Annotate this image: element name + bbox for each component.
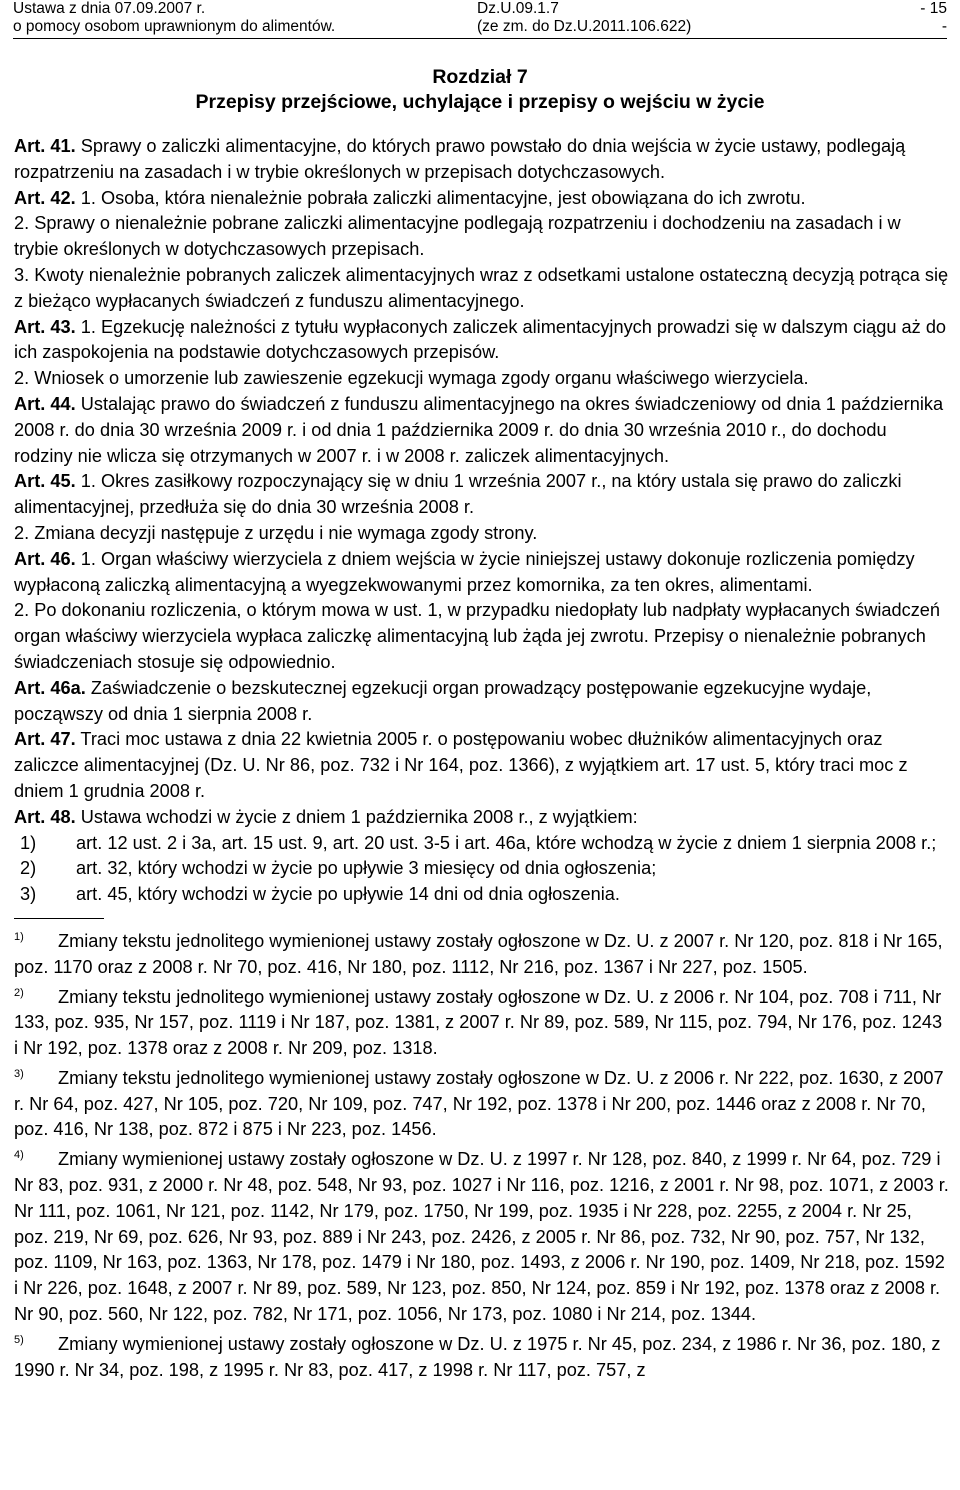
article-label: Art. 48. (14, 806, 76, 827)
article-label: Art. 43. (14, 316, 76, 337)
footnote (14, 1062, 950, 1143)
header-act-title: Ustawa z dnia 07.09.2007 r. (13, 0, 206, 17)
article-label: Art. 45. (14, 471, 76, 492)
article-text: Traci moc ustawa z dnia 22 kwietnia 2005 r. o postępowaniu wobec dłużników alimentacyjnych oraz zaliczce alimentacyjnej (Dz. U. Nr 86, poz. 732 i Nr 164, poz. 1366), z wyjątkiem art. 17 ust. 5, który traci moc z dniem 1 grudnia 2008 r. (14, 729, 908, 801)
article-label: Art. 47. (14, 729, 76, 750)
article-46a (14, 676, 950, 728)
article-paragraph: 2. Po dokonaniu rozliczenia, o którym mowa w ust. 1, w przypadku niedopłaty lub nadpłaty wypłacanych świadczeń organ właściwy wierzyciela wypłaca zaliczkę alimentacyjną lub żąda jej zwrotu. Przepisy o nienależnie pobranych świadczeniach stosuje się odpowiednio. (14, 600, 941, 672)
article-text: Ustalając prawo do świadczeń z funduszu alimentacyjnego na okres świadczeniowy od dnia 1 października 2008 r. do dnia 30 września 2009 r. i od dnia 1 października 2009 r. do dnia 30 września 2010 r., do dochodu rodziny nie wlicza się otrzymanych w 2007 r. i w 2008 r. zaliczek alimentacyjnych. (14, 393, 944, 466)
list-item-text: art. 45, który wchodzi w życie po upływie 14 dni od dnia ogłoszenia. (76, 884, 620, 905)
article-label: Art. 41. (14, 136, 76, 156)
article-label: Art. 46. (14, 548, 76, 569)
article-label: Art. 44. (14, 393, 76, 414)
article-paragraph: 2. Zmiana decyzji następuje z urzędu i nie wymaga zgody strony. (14, 522, 538, 543)
article-43 (14, 315, 950, 367)
footnote-text: Zmiany wymienionej ustawy zostały ogłoszone w Dz. U. z 1975 r. Nr 45, poz. 234, z 1986 r. Nr 36, poz. 180, z 1990 r. Nr 34, poz. 198, z 1995 r. Nr 83, poz. 417, z 1998 r. Nr 117, poz. 757, z (14, 1333, 941, 1380)
article-text: Zaświadczenie o bezskutecznej egzekucji organ prowadzący postępowanie egzekucyjne wydaje, począwszy od dnia 1 sierpnia 2008 r. (14, 677, 872, 724)
article-text: Sprawy o zaliczki alimentacyjne, do których prawo powstało do dnia wejścia w życie ustawy, podlegają rozpatrzeniu na zasadach i w trybie określonych w przepisach dotychczasowych. (14, 136, 906, 182)
header-page-number: - 15 (920, 0, 947, 17)
list-item-text: art. 12 ust. 2 i 3a, art. 15 ust. 9, art. 20 ust. 3-5 i art. 46a, które wchodzą w życie z dniem 1 sierpnia 2008 r.; (76, 832, 937, 853)
list-item-text: art. 32, który wchodzi w życie po upływie 3 miesięcy od dnia ogłoszenia; (76, 858, 657, 879)
article-text: 1. Okres zasiłkowy rozpoczynający się w dniu 1 września 2007 r., na który ustala się prawo do zaliczki alimentacyjnej, przedłuża się do dnia 30 września 2008 r. (14, 471, 902, 518)
article-48 (14, 805, 950, 831)
list-item (14, 856, 950, 882)
article-text: 1. Osoba, która nienależnie pobrała zaliczki alimentacyjne, jest obowiązana do ich zwrotu. (75, 187, 806, 208)
article-paragraph: 2. Sprawy o nienależnie pobrane zaliczki alimentacyjne podlegają rozpatrzeniu i dochodzeniu na zasadach i w trybie określonych w dotychczasowych przepisach. (14, 213, 901, 260)
footnote (14, 981, 950, 1062)
header-act-subject: o pomocy osobom uprawnionym do alimentów. (13, 18, 336, 35)
footnote (14, 1143, 950, 1328)
footnote-mark: 2) (14, 986, 24, 999)
article-label: Art. 46a. (14, 677, 86, 698)
header-journal-ref: Dz.U.09.1.7 (477, 0, 559, 17)
article-41 (14, 134, 950, 186)
footnote-mark: 5) (14, 1333, 24, 1346)
article-text: 1. Egzekucję należności z tytułu wypłaconych zaliczek alimentacyjnych prowadzi się w dalszym ciągu aż do ich zaspokojenia na podstawie dotychczasowych przepisów. (14, 316, 947, 363)
footnote-text: Zmiany wymienionej ustawy zostały ogłoszone w Dz. U. z 1997 r. Nr 128, poz. 840, z 1999 r. Nr 64, poz. 729 i Nr 83, poz. 931, z 2000 r. Nr 48, poz. 548, Nr 93, poz. 1027 i Nr 116, poz. 1216, z 2001 r. Nr 98, poz. 1071, z 2003 r. Nr 111, poz. 1061, Nr 121, poz. 1142, Nr 179, poz. 1750, Nr 199, poz. 1935 i Nr 228, poz. 2255, z 2004 r. Nr 25, poz. 219, Nr 69, poz. 626, Nr 93, poz. 889 i Nr 243, poz. 2426, z 2005 r. Nr 86, poz. 732, Nr 90, poz. 757, Nr 132, poz. 1109, Nr 163, poz. 1363, Nr 178, poz. 1479 i Nr 180, poz. 1493, z 2006 r. Nr 190, poz. 1409, Nr 218, poz. 1592 i Nr 226, poz. 1648, z 2007 r. Nr 89, poz. 589, Nr 123, poz. 850, Nr 124, poz. 859 i Nr 192, poz. 1378 oraz z 2008 r. Nr 90, poz. 560, Nr 122, poz. 782, Nr 171, poz. 1056, Nr 173, poz. 1080 i Nr 214, poz. 1344. (14, 1149, 949, 1325)
article-text: Ustawa wchodzi w życie z dniem 1 października 2008 r., z wyjątkiem: (75, 806, 638, 827)
article-paragraph: 3. Kwoty nienależnie pobranych zaliczek alimentacyjnych wraz z odsetkami ustalone ostateczną decyzją potrąca się z bieżąco wypłacanych świadczeń z funduszu alimentacyjnego. (14, 264, 949, 311)
header-amendments-ref: (ze zm. do Dz.U.2011.106.622) (477, 18, 692, 35)
footnote-separator (14, 918, 104, 919)
list-item-number: 2) (20, 858, 37, 879)
article-44 (14, 392, 950, 469)
footnote (14, 925, 950, 981)
header-page-number-tail: - (941, 18, 947, 35)
footnote-text: Zmiany tekstu jednolitego wymienionej ustawy zostały ogłoszone w Dz. U. z 2006 r. Nr 222, poz. 1630, z 2007 r. Nr 64, poz. 427, Nr 105, poz. 720, Nr 109, poz. 747, Nr 192, poz. 1378 i Nr 200, poz. 1446 oraz z 2008 r. Nr 70, poz. 416, Nr 138, poz. 872 i 875 i Nr 223, poz. 1456. (14, 1067, 944, 1140)
footnote (14, 1328, 950, 1384)
chapter-number: Rozdział 7 (432, 66, 528, 88)
article-text: 1. Organ właściwy wierzyciela z dniem wejścia w życie niniejszej ustawy dokonuje rozliczenia pomiędzy wypłaconą zaliczką alimentacyjną a wyegzekwowanymi przez komornika, za ten okres, alimentami. (14, 548, 915, 595)
chapter-title: Przepisy przejściowe, uchylające i przepisy o wejściu w życie (195, 91, 765, 113)
article-46 (14, 547, 950, 599)
footnote-text: Zmiany tekstu jednolitego wymienionej ustawy zostały ogłoszone w Dz. U. z 2007 r. Nr 120, poz. 818 i Nr 165, poz. 1170 oraz z 2008 r. Nr 70, poz. 416, Nr 180, poz. 1112, Nr 216, poz. 1367 i Nr 227, poz. 1505. (14, 930, 943, 977)
document-body (14, 134, 950, 1383)
list-item (14, 882, 950, 908)
list-item (14, 831, 950, 857)
footnote-mark: 4) (14, 1149, 24, 1162)
article-47 (14, 727, 950, 804)
footnote-mark: 1) (14, 930, 24, 943)
header-rule (13, 38, 947, 39)
article-42 (14, 186, 950, 212)
article-paragraph: 2. Wniosek o umorzenie lub zawieszenie egzekucji wymaga zgody organu właściwego wierzyciela. (14, 368, 809, 389)
list-item-number: 3) (20, 884, 37, 905)
article-label: Art. 42. (14, 187, 76, 208)
footnote-text: Zmiany tekstu jednolitego wymienionej ustawy zostały ogłoszone w Dz. U. z 2006 r. Nr 104, poz. 708 i 711, Nr 133, poz. 935, Nr 157, poz. 1119 i Nr 187, poz. 1381, z 2007 r. Nr 89, poz. 589, Nr 115, poz. 794, Nr 176, poz. 1243 i Nr 192, poz. 1378 oraz z 2008 r. Nr 209, poz. 1318. (14, 986, 943, 1059)
article-45 (14, 469, 950, 521)
footnote-mark: 3) (14, 1067, 24, 1080)
list-item-number: 1) (20, 832, 37, 853)
